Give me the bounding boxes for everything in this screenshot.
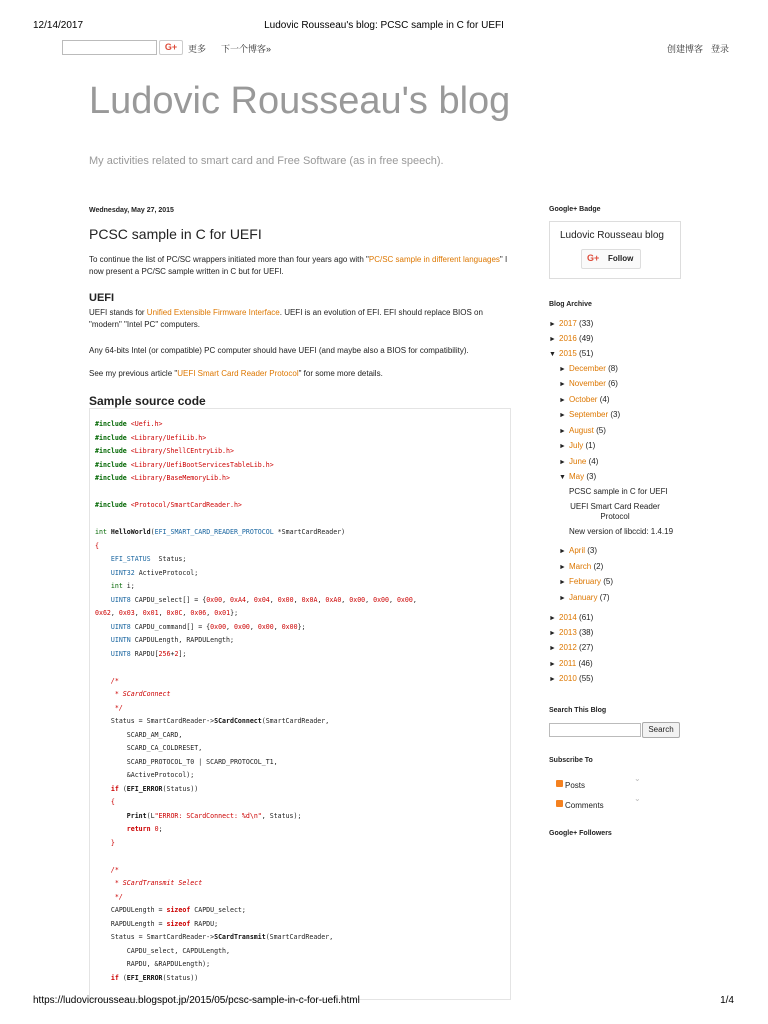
collapsed-arrow-icon[interactable]: ► — [559, 564, 566, 571]
archive-month-december[interactable] — [559, 364, 618, 373]
archive-month-label[interactable]: May — [569, 472, 585, 481]
archive-count: (1) — [585, 441, 596, 450]
collapsed-arrow-icon[interactable]: ► — [559, 366, 566, 373]
archive-month-april[interactable] — [559, 546, 597, 555]
gplus-badge-heading: Google+ Badge — [549, 206, 601, 213]
archive-year-label[interactable]: 2010 — [559, 674, 577, 683]
archive-post-uefi-protocol[interactable] — [569, 502, 661, 522]
follow-label: Follow — [608, 254, 634, 263]
archive-post-libccid[interactable]: New version of libccid: 1.4.19 — [569, 527, 674, 536]
expanded-arrow-icon[interactable]: ▼ — [559, 474, 566, 481]
archive-count: (7) — [599, 593, 610, 602]
subscribe-posts-label[interactable]: Posts — [565, 781, 586, 790]
archive-year-label[interactable]: 2012 — [559, 643, 577, 652]
see-previous-paragraph — [89, 368, 519, 380]
subscribe-posts[interactable] — [556, 775, 585, 793]
archive-count: (5) — [596, 426, 606, 435]
intro-text-after: " I now present a PC/SC sample written in C but for UEFI. — [89, 255, 508, 276]
archive-month-label[interactable]: November — [569, 379, 606, 388]
see-text-after: " for some more details. — [298, 369, 383, 378]
archive-count: (4) — [599, 395, 610, 404]
collapsed-arrow-icon[interactable]: ► — [559, 459, 566, 466]
archive-month-july[interactable] — [559, 441, 595, 450]
subscribe-heading: Subscribe To — [549, 757, 593, 764]
collapsed-arrow-icon[interactable]: ► — [559, 579, 566, 586]
gplus-share-button[interactable]: G+ — [159, 40, 183, 55]
archive-count: (46) — [578, 659, 593, 668]
archive-count: (3) — [586, 472, 597, 481]
archive-year-2015[interactable] — [549, 349, 593, 358]
collapsed-arrow-icon[interactable]: ► — [559, 428, 566, 435]
print-page-number: 1/4 — [720, 995, 734, 1006]
archive-month-may[interactable] — [559, 472, 596, 481]
gplus-icon: G+ — [587, 253, 600, 263]
archive-month-january[interactable] — [559, 593, 609, 602]
collapsed-arrow-icon[interactable]: ► — [549, 630, 556, 637]
blog-search-input[interactable] — [549, 723, 641, 737]
archive-month-label[interactable]: June — [569, 457, 587, 466]
archive-count: (6) — [608, 379, 618, 388]
blog-description: My activities related to smart card and Free Software (as in free speech). — [89, 155, 444, 167]
blog-search-button[interactable]: Search — [642, 722, 680, 738]
navbar-next-blog-link[interactable]: 下一个博客» — [221, 44, 272, 54]
chevron-down-icon[interactable]: ⌄ — [634, 774, 641, 783]
archive-year-label[interactable]: 2014 — [559, 613, 577, 622]
uefi-protocol-article-link[interactable]: UEFI Smart Card Reader Protocol — [177, 369, 299, 378]
see-text-before: See my previous article " — [89, 369, 178, 378]
archive-month-label[interactable]: September — [569, 410, 609, 419]
archive-count: (4) — [588, 457, 599, 466]
archive-count: (51) — [579, 349, 594, 358]
uefi-paragraph — [89, 307, 514, 331]
archive-year-2017[interactable] — [549, 319, 593, 328]
archive-month-march[interactable] — [559, 562, 603, 571]
archive-month-label[interactable]: February — [569, 577, 602, 586]
post-date: Wednesday, May 27, 2015 — [89, 207, 174, 214]
section-heading-source-code: Sample source code — [89, 394, 206, 408]
archive-count: (61) — [579, 613, 594, 622]
archive-month-label[interactable]: March — [569, 562, 592, 571]
archive-count: (33) — [579, 319, 594, 328]
archive-month-label[interactable]: October — [569, 395, 598, 404]
archive-month-label[interactable]: July — [569, 441, 584, 450]
blog-title[interactable]: Ludovic Rousseau's blog — [89, 80, 511, 122]
rss-feed-icon — [556, 780, 563, 787]
archive-month-label[interactable]: December — [569, 364, 606, 373]
archive-month-august[interactable] — [559, 426, 606, 435]
collapsed-arrow-icon[interactable]: ► — [549, 321, 556, 328]
archive-count: (2) — [593, 562, 604, 571]
archive-year-2013[interactable] — [549, 628, 593, 637]
collapsed-arrow-icon[interactable]: ► — [559, 397, 566, 404]
navbar-more-link[interactable]: 更多 — [188, 44, 207, 54]
print-url: https://ludovicrousseau.blogspot.jp/2015/05/pcsc-sample-in-c-for-uefi.html — [33, 995, 360, 1006]
archive-month-june[interactable] — [559, 457, 598, 466]
archive-month-february[interactable] — [559, 577, 613, 586]
print-date: 12/14/2017 — [33, 20, 84, 31]
blog-archive-heading: Blog Archive — [549, 301, 592, 308]
collapsed-arrow-icon[interactable]: ► — [549, 661, 556, 668]
post-title[interactable]: PCSC sample in C for UEFI — [89, 226, 262, 242]
collapsed-arrow-icon[interactable]: ► — [559, 381, 566, 388]
collapsed-arrow-icon[interactable]: ► — [559, 548, 566, 555]
collapsed-arrow-icon[interactable]: ► — [559, 412, 566, 419]
collapsed-arrow-icon[interactable]: ► — [559, 595, 566, 602]
archive-month-september[interactable] — [559, 410, 620, 419]
archive-month-october[interactable] — [559, 395, 609, 404]
archive-post-line[interactable]: UEFI Smart Card Reader — [570, 502, 660, 511]
archive-count: (27) — [579, 643, 594, 652]
print-page-title: Ludovic Rousseau's blog: PCSC sample in C for UEFI — [264, 20, 504, 31]
navbar-login-link[interactable]: 登录 — [711, 44, 730, 54]
archive-count: (3) — [587, 546, 598, 555]
subscribe-comments-label[interactable]: Comments — [565, 801, 604, 810]
collapsed-arrow-icon[interactable]: ► — [559, 443, 566, 450]
archive-year-label[interactable]: 2015 — [559, 349, 577, 358]
uefi-text-after: . UEFI is an evolution of EFI. EFI should replace BIOS on "modern" "Intel PC" computers. — [89, 308, 483, 329]
collapsed-arrow-icon[interactable]: ► — [549, 336, 556, 343]
archive-month-label[interactable]: January — [569, 593, 598, 602]
post-intro — [89, 254, 509, 278]
source-code: #include <Uefi.h> #include <Library/UefiLib.h> #include <Library/ShellCEntryLib.h> #include <Library/UefiBootServicesTableLib.h> #include <Library/BaseMemoryLib.h> #include <Protocol/SmartCardReader.h> int HelloWorld(EFI_SMART_CARD_READER_PROTOCOL *SmartCardReader) { EFI_STATUS Status; UINT32 ActiveProtocol; int i; UINT8 CAPDU_select[] = {0x00, 0xA4, 0x04, 0x00, 0x0A, 0xA0, 0x00, 0x00, 0x00, 0x62, 0x03, 0x01, 0x0C, 0x06, 0x01}; UINT8 CAPDU_command[] = {0x00, 0x00, 0x00, 0x00}; UINTN CAPDULength, RAPDULength; UINT8 RAPDU[256+2]; /* * SCardConnect */ Status = SmartCardReader->SCardConnect(SmartCardReader, SCARD_AM_CARD, SCARD_CA_COLDRESET, SCARD_PROTOCOL_T0 | SCARD_PROTOCOL_T1, &ActiveProtocol); if (EFI_ERROR(Status)) { Print(L"ERROR: SCardConnect: %d\n", Status); return 0; } /* * SCardTransmit Select */ CAPDULength = sizeof CAPDU_select; RAPDULength = sizeof RAPDU; Status = SmartCardReader->SCardTransmit(SmartCardReader, CAPDU_select, CAPDULength, RAPDU, &RAPDULength); if (EFI_ERROR(Status)) — [95, 420, 417, 982]
archive-year-2014[interactable] — [549, 613, 593, 622]
collapsed-arrow-icon[interactable]: ► — [549, 615, 556, 622]
expanded-arrow-icon[interactable]: ▼ — [549, 351, 556, 358]
archive-count: (3) — [610, 410, 621, 419]
gplus-badge-name[interactable]: Ludovic Rousseau blog — [560, 230, 664, 241]
archive-year-2012[interactable] — [549, 643, 593, 652]
archive-year-2016[interactable] — [549, 334, 593, 343]
archive-year-label[interactable]: 2011 — [559, 659, 577, 668]
gplus-followers-heading: Google+ Followers — [549, 830, 612, 837]
archive-count: (49) — [579, 334, 594, 343]
navbar-search-input[interactable] — [62, 40, 157, 55]
archive-year-2010[interactable] — [549, 674, 593, 683]
archive-month-label[interactable]: August — [569, 426, 594, 435]
archive-year-2011[interactable] — [549, 659, 593, 668]
uefi-text-before: UEFI stands for — [89, 308, 147, 317]
pc-uefi-paragraph: Any 64-bits Intel (or compatible) PC computer should have UEFI (and maybe also a BIOS for compatibility). — [89, 346, 469, 355]
collapsed-arrow-icon[interactable]: ► — [549, 645, 556, 652]
archive-month-label[interactable]: April — [569, 546, 586, 555]
gplus-badge — [549, 221, 681, 279]
archive-count: (8) — [608, 364, 618, 373]
pcsc-sample-languages-link[interactable]: PC/SC sample in different languages — [368, 255, 500, 264]
archive-year-label[interactable]: 2013 — [559, 628, 577, 637]
navbar-create-blog-link[interactable]: 创建博客 — [667, 44, 704, 54]
archive-year-label[interactable]: 2017 — [559, 319, 577, 328]
archive-year-label[interactable]: 2016 — [559, 334, 577, 343]
intro-text-before: To continue the list of PC/SC wrappers initiated more than four years ago with " — [89, 255, 369, 264]
gplus-follow-button[interactable] — [581, 249, 641, 269]
source-code-block — [89, 408, 511, 1000]
rss-feed-icon — [556, 800, 563, 807]
uefi-wikipedia-link[interactable]: Unified Extensible Firmware Interface — [146, 308, 280, 317]
archive-post-line[interactable]: Protocol — [600, 512, 630, 521]
section-heading-uefi: UEFI — [89, 292, 115, 304]
search-blog-heading: Search This Blog — [549, 707, 607, 714]
chevron-down-icon[interactable]: ⌄ — [634, 794, 641, 803]
subscribe-comments[interactable] — [556, 795, 604, 813]
archive-count: (5) — [603, 577, 614, 586]
archive-month-november[interactable] — [559, 379, 618, 388]
archive-count: (55) — [579, 674, 594, 683]
archive-post-current[interactable]: PCSC sample in C for UEFI — [569, 487, 668, 496]
collapsed-arrow-icon[interactable]: ► — [549, 676, 556, 683]
archive-count: (38) — [579, 628, 594, 637]
